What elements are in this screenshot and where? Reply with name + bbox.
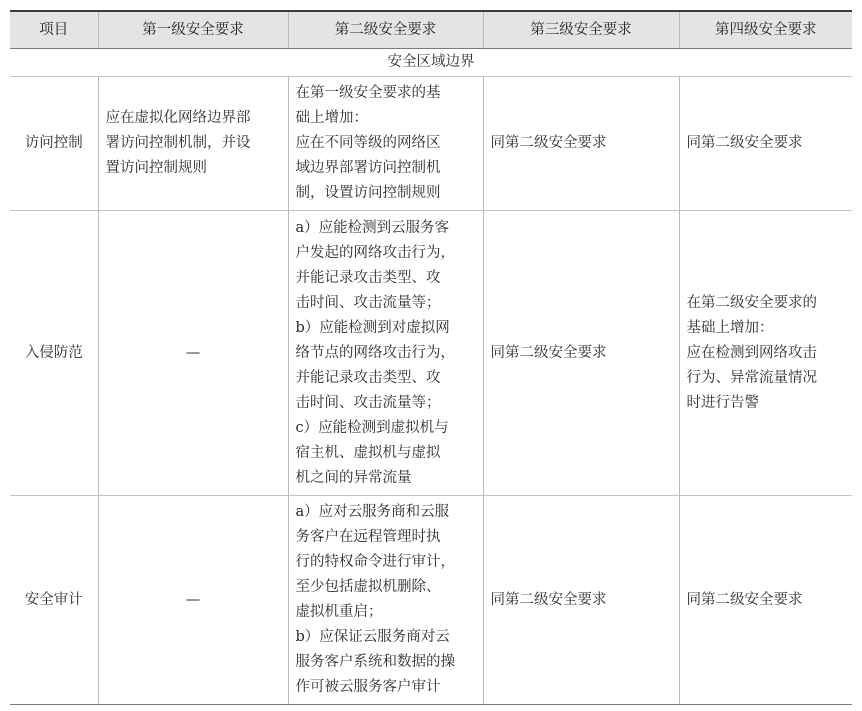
section-row xyxy=(10,49,852,77)
table-row xyxy=(10,496,852,705)
text-line: 服务客户系统和数据的操 xyxy=(295,654,455,670)
row-level-2-cell xyxy=(288,496,483,705)
text-line: 作可被云服务客户审计 xyxy=(295,679,441,695)
dash-mark: — xyxy=(185,591,201,608)
text-line: 宿主机、虚拟机与虚拟 xyxy=(295,444,441,461)
text-line: 础上增加： xyxy=(295,110,368,126)
row-level-3-cell: 同第二级安全要求 xyxy=(483,77,679,211)
text-line: 应在虚拟化网络边界部 xyxy=(105,110,251,126)
row-item-name: 访问控制 xyxy=(10,77,98,211)
row-level-4-cell xyxy=(679,496,852,705)
text-line: b）应保证云服务商对云 xyxy=(295,629,450,645)
row-level-2-cell xyxy=(288,211,483,496)
row-level-4-cell xyxy=(679,211,852,496)
row-level-1-cell xyxy=(98,496,288,705)
row-level-1-cell xyxy=(98,211,288,496)
dash-mark: — xyxy=(185,344,201,361)
text-line: 户发起的网络攻击行为， xyxy=(295,244,455,261)
header-level-2: 第二级安全要求 xyxy=(288,11,483,49)
row-level-2-cell xyxy=(288,77,483,211)
text-line: c）应能检测到虚拟机与 xyxy=(295,419,449,436)
row-level-3-cell: 同第二级安全要求 xyxy=(483,496,679,705)
text-line: 应在不同等级的网络区 xyxy=(295,135,441,151)
header-level-3: 第三级安全要求 xyxy=(483,11,679,49)
header-level-4: 第四级安全要求 xyxy=(679,11,852,49)
text-line: 制，设置访问控制规则 xyxy=(295,185,441,201)
text-line: 行的特权命令进行审计， xyxy=(295,554,455,570)
text-line: 应在检测到网络攻击 xyxy=(686,344,817,361)
text-line: a）应能检测到云服务客 xyxy=(295,219,450,236)
row-level-4-cell xyxy=(679,77,852,211)
text-line: 务客户在远程管理时执 xyxy=(295,529,441,545)
text-line: 署访问控制机制，并设 xyxy=(105,135,251,151)
text-line: 击时间、攻击流量等； xyxy=(295,394,441,411)
row-level-1-cell xyxy=(98,77,288,211)
text-line: 行为、异常流量情况 xyxy=(686,369,817,386)
text-line: 置访问控制规则 xyxy=(105,160,207,176)
text-line: 至少包括虚拟机删除、 xyxy=(295,579,441,595)
text-line: 击时间、攻击流量等； xyxy=(295,294,441,311)
text-line: 并能记录攻击类型、攻 xyxy=(295,269,441,286)
text-line: 同第二级安全要求 xyxy=(686,135,803,151)
text-line: 并能记录攻击类型、攻 xyxy=(295,369,441,386)
text-line: 域边界部署访问控制机 xyxy=(295,160,441,176)
text-line: 同第二级安全要求 xyxy=(686,591,803,608)
security-requirements-table xyxy=(10,10,852,705)
security-requirements-table-wrapper xyxy=(10,10,852,705)
text-line: b）应能检测到对虚拟网 xyxy=(295,319,450,336)
text-line: 机之间的异常流量 xyxy=(295,469,412,486)
header-item: 项目 xyxy=(10,11,98,49)
header-level-1: 第一级安全要求 xyxy=(98,11,288,49)
section-title: 安全区域边界 xyxy=(10,49,852,77)
text-line: 在第二级安全要求的 xyxy=(686,294,817,311)
row-item-name: 安全审计 xyxy=(10,496,98,705)
table-header-row xyxy=(10,11,852,49)
table-row xyxy=(10,211,852,496)
text-line: a）应对云服务商和云服 xyxy=(295,504,450,520)
text-line: 络节点的网络攻击行为， xyxy=(295,344,455,361)
row-level-3-cell: 同第二级安全要求 xyxy=(483,211,679,496)
text-line: 虚拟机重启； xyxy=(295,604,383,620)
text-line: 在第一级安全要求的基 xyxy=(295,85,441,101)
text-line: 基础上增加： xyxy=(686,319,774,336)
row-item-name: 入侵防范 xyxy=(10,211,98,496)
text-line: 时进行告警 xyxy=(686,394,759,411)
table-row xyxy=(10,77,852,211)
